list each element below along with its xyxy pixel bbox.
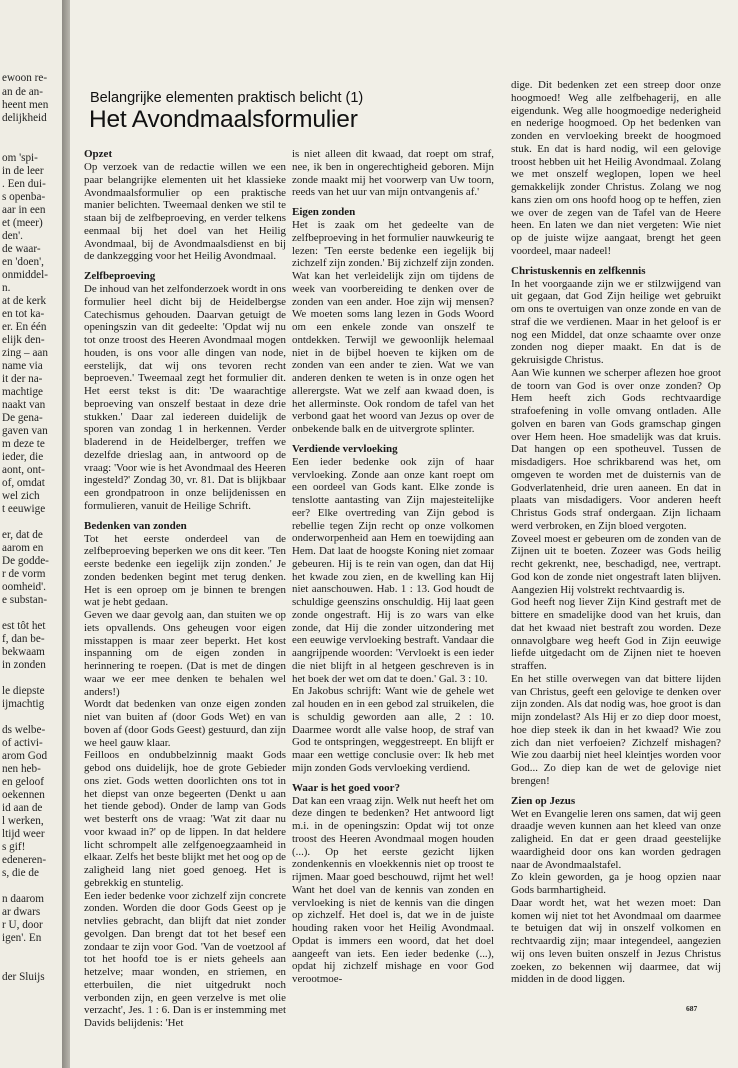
prev-page-fragment: machtige [2,386,44,398]
prev-page-fragment: edeneren- [2,854,47,866]
prev-page-fragment: aar in een [2,204,46,216]
prev-page-fragment: in zonden [2,659,46,671]
prev-page-fragment: n. [2,282,11,294]
paragraph: Feilloos en ondubbelzinnig maakt Gods gebod ons duidelijk, hoe de grote Gebieder ons ziet. Gods wetten doorlichten ons tot in het diepst van onze begeerten (Denkt u aan het tiende gebod). Onder de lamp van Gods wet besterft ons de vraag: 'Wat zit daar nu voor kwaad in?' op de lippen. In dat heldere licht schrompelt alle zelfgenoegzaamheid in elkaar. Zelfs het beste blijkt met het oog op de zaligheid lang niet goed genoeg. Het is gebrekkig en stuntelig. [84,749,286,889]
prev-page-fragment: et (meer) [2,217,43,229]
prev-page-fragment: s openba- [2,191,46,203]
paragraph: is niet alleen dit kwaad, dat roept om straf, nee, ik ben in ongerechtigheid geboren. Mijn zonde maakt mij het voorwerp van Uw toorn, reeds van het uur van mijn ontvangenis af.' [292,148,494,199]
paragraph: Het is zaak om het gedeelte van de zelfbeproeving in het formulier nauwkeurig te lezen: 'Ten eerste bedenke een iegelijk bij zichzelf zijn zonden.' Bij zichzelf zijn zonden. Wat kan het verleidelijk zijn om tijdens de week van voorbereiding te denken over de zonden van een ander. Hoe zijn wij mensen? We moeten soms lang lezen in Gods Woord om een enkele zonde van onszelf te ontdekken. Terwijl we gewoonlijk helemaal niet in de bijbel hoeven te kijken om de zonden van een ander te zien. Wat we van anderen denken te weten is in onze ogen het allerergste. Wat we zelf aan kwaad doen, is het allerminste. Ook rondom de tafel van het verbond gaat het woord van Jezus op over de onbekende balk en de uitvergrote splinter. [292,219,494,435]
paragraph: Geven we daar gevolg aan, dan stuiten we op iets opvallends. Ons geheugen voor eigen misstappen is maar zeer beperkt. Het kost inspanning om de eigen zonden in herinnering te roepen. (Dat is met de dingen waar we eer mee denken te behalen wel anders!) [84,609,286,698]
prev-page-fragment: at de kerk [2,295,47,307]
paragraph: Tot het eerste onderdeel van de zelfbeproeving beperken we ons dit keer. 'Ten eerste bedenke een iegelijk zijn zonden.' Je zonden bedenken begint met terug denken. Het is een oproep om je binnen te brengen wat je hebt gedaan. [84,532,286,609]
prev-page-fragment: aont, ont- [2,464,45,476]
paragraph: God heeft nog liever Zijn Kind gestraft met de bittere en smadelijke dood van het kruis, dan dat het kwaad niet bestraft zou worden. Deze onnavolgbare weg heeft God in Zijn eeuwige liefde uitgedacht om de Zijnen niet te hoeven straffen. [511,596,721,672]
section-heading: Opzet [84,148,113,160]
section-heading: Verdiende vervloeking [292,442,398,455]
prev-page-fragment: est tôt het [2,620,46,632]
previous-page-edge [0,0,62,1068]
prev-page-fragment: n daarom [2,893,44,905]
prev-page-fragment: name via [2,360,43,372]
prev-page-fragment: heent men [2,99,49,111]
article-title: Het Avondmaalsformulier [89,106,358,133]
prev-page-fragment: der Sluijs [2,971,45,983]
prev-page-fragment: ds welbe- [2,724,46,736]
prev-page-fragment: den'. [2,230,23,242]
text-column-2 [292,148,494,986]
prev-page-fragment: de waar- [2,243,41,255]
prev-page-fragment: it der na- [2,373,43,385]
paragraph: Daar wordt het, wat het wezen moet: Dan komen wij niet tot het Avondmaal om daarmee te betuigen dat wij in onszelf volkomen en rechtvaardig zijn; maar integendeel, aangezien wij ons leven buiten onszelf in Jezus Christus zoeken, zo bekennen wij daarmee, dat wij midden in de dood liggen. [511,896,721,986]
paragraph: Wordt dat bedenken van onze eigen zonden niet van buiten af (door Gods Wet) en van boven af (door Gods Geest) gestuurd, dan zijn we heel gauw klaar. [84,698,286,749]
paragraph: Wet en Evangelie leren ons samen, dat wij geen draadje weven kunnen aan het kleed van onze zaligheid. En dat er geen draad geestelijke waardigheid door ons kan worden gedragen naar de Avondmaalstafel. [511,807,721,871]
text-column-3 [511,79,721,986]
prev-page-fragment: zing – aan [2,347,48,359]
prev-page-fragment: en geloof [2,776,44,788]
prev-page-fragment: in de leer [2,165,44,177]
prev-page-fragment: of, omdat [2,477,45,489]
section-heading: Bedenken van zonden [84,519,187,532]
prev-page-fragment: r de vorm [2,568,46,580]
prev-page-fragment: De gena- [2,412,43,424]
text-column-1 [84,148,286,1030]
prev-page-fragment: r U, door [2,919,43,931]
prev-page-fragment: s gif! [2,841,26,853]
prev-page-fragment: f, dan be- [2,633,45,645]
prev-page-fragment: oekennen [2,789,45,801]
section-heading: Waar is het goed voor? [292,781,400,794]
section-heading: Eigen zonden [292,206,356,218]
prev-page-fragment: ewoon re- [2,72,48,84]
prev-page-fragment: en tot ka- [2,308,45,320]
prev-page-fragment: ar dwars [2,906,41,918]
prev-page-fragment: ltijd weer [2,828,45,840]
paragraph: In het voorgaande zijn we er stilzwijgend van uit gegaan, dat God Zijn heilige wet gebruikt om ons te overtuigen van onze zonde en van de straf die we verdienen. Maar in het geloof is er nog een Middel, dat onze schaamte over onze zonden nog dieper maakt. En dat is de gekruisigde Christus. [511,277,721,366]
page-gutter [62,0,70,1068]
article-subtitle: Belangrijke elementen praktisch belicht (1) [90,90,364,106]
paragraph: Zo klein geworden, ga je hoog opzien naar Gods barmhartigheid. [511,871,721,896]
prev-page-fragment: ieder, die [2,451,44,463]
paragraph: Een ieder bedenke ook zijn of haar vervloeking. Zonde aan onze kant roept om een oordeel van Gods kant. Elke zonde is tenslotte aantasting van Zijn majesteitelijke eer? Elke overtreding van Zijn gebod is rebellie tegen Zijn recht op onze volkomen onderworpenheid aan Hem en toewijding aan Hem. Dat laat de hoogste Koning niet zomaar gebeuren. Hij is te rein van ogen, dan dat Hij het kwade zou zien, en de kwelling kan Hij niet aanschouwen. Hab. 1 : 13. God houdt de schuldige geenszins onschuldig. Hij laat geen zonde ongestraft. Hij is zo wars van elke zonde, dat Hij die zonder uitzondering met een eeuwige vervloeking bestraft. Vandaar die aangrijpende woorden: 'Vervloekt is een ieder die niet blijft in al hetgeen geschreven is in het boek der wet om dat te doen.' Gal. 3 : 10. [292,455,494,685]
page [70,0,738,1068]
prev-page-fragment: delijkheid [2,112,47,124]
paragraph: En het stille overwegen van dat bittere lijden van Christus, geeft een gelovige te denken over zijn zonden. Als dat nodig was, hoe groot is dan mijn zondelast? Als Hij er zo diep door moest, hoe diep steek ik dan in het kwaad? Wie zou zich dan niet verfoeien? Zichzelf mishagen? Wie zou daarbij niet heel kleintjes worden voor God... Zo diep kan de wet de gelovige niet brengen! [511,672,721,787]
prev-page-fragment: an de an- [2,86,43,98]
prev-page-fragment: l werken, [2,815,44,827]
prev-page-fragment: naakt van [2,399,46,411]
prev-page-fragment: oomheid'. [2,581,46,593]
paragraph: Zoveel moest er gebeuren om de zonden van de Zijnen uit te boeten. Zozeer was Gods heilig recht gekrenkt, nee, beschadigd, nee, vertrapt. God kon de zonde niet ongestraft laten blijven. Aangezien Hij volstrekt rechtvaardig is. [511,532,721,596]
paragraph: Aan Wie kunnen we scherper aflezen hoe groot de toorn van God is over onze zonden? Op Hem heeft zich Gods rechtvaardige strafoefening in volle omvang ontladen. Alle golven en baren van Gods gramschap gingen over Hem heen. Hoe smadelijk was dat kruis. Dat hangen op een spotheuvel. Tussen de misdadigers. Hoe schrikbarend was het, om omgeven te worden met de duisternis van de Godverlatenheid, drie uren aaneen. En dat in plaats van misdadigers. Voor anderen heeft Christus Gods straf ondergaan. Zijn lichaam werd verbroken, en Zijn bloed vergoten. [511,366,721,532]
prev-page-fragment: er, dat de [2,529,43,541]
prev-page-fragment: en 'doen', [2,256,44,268]
prev-page-fragment: wel zich [2,490,40,502]
section-heading: Zien op Jezus [511,794,576,807]
prev-page-fragment: om 'spi- [2,152,38,164]
prev-page-fragment: s, die de [2,867,39,879]
prev-page-fragment: bekwaam [2,646,45,658]
prev-page-fragment: le diepste [2,685,45,697]
prev-page-fragment: er. En één [2,321,47,333]
prev-page-fragment: t eeuwige [2,503,46,515]
section-heading: Zelfbeproeving [84,270,156,282]
prev-page-fragment: of activi- [2,737,43,749]
prev-page-fragment: e substan- [2,594,48,606]
prev-page-fragment: De godde- [2,555,49,567]
paragraph: Een ieder bedenke voor zichzelf zijn concrete zonden. Worden die door Gods Geest op je netvlies gebracht, dan blijft dat niet zonder gevolgen. Dan brengt dat tot het besef een zondaar te zijn voor God. 'Van de voetzool af tot het hoofd toe is er niets geheels aan hetzelve; maar wonden, en striemen, en etterbuilen, die niet uitgedrukt noch verbonden zijn, en geen verzelve is met olie verzacht', Jes. 1 : 6. Dan is er instemming met Davids belijdenis: 'Het [84,889,286,1029]
prev-page-fragment: onmiddel- [2,269,48,281]
paragraph: En Jakobus schrijft: Want wie de gehele wet zal houden en in een gebod zal struikelen, die is schuldig geworden aan alle, 2 : 10. Daarmee wordt alle valse hoop, de straf van God te ontspringen, weggestreept. En blijft er maar een wettige conclusie over: Ik heb met mijn zonden Gods vervloeking verdiend. [292,685,494,774]
prev-page-fragment: nen heb- [2,763,41,775]
prev-page-fragment: m deze te [2,438,45,450]
prev-page-fragment: arom God [2,750,48,762]
prev-page-fragment: aarom en [2,542,44,554]
paragraph: Op verzoek van de redactie willen we een paar belangrijke elementen uit het klassieke Avondmaalsformulier op een praktische manier belichten. Tweemaal denken we stil te staan bij de zelfbeproeving, en verder telkens eenmaal bij het doel van het Heilig Avondmaal, bij de Avondmaalsdienst en bij de dankzegging voor het Heilig Avondmaal. [84,161,286,263]
prev-page-fragment: elijk den- [2,334,45,346]
paragraph: De inhoud van het zelfonderzoek wordt in ons formulier heel dicht bij de Heidelbergse Catechismus gehouden. Daarvan getuigt de openingszin van dit gedeelte: 'Opdat wij nu tot onze troost des Heeren Avondmaal mogen houden, is ons voor alle dingen van node, eerstelijk, dat wij ons tevoren recht beproeven.' Tweemaal zegt het formulier dit. Het eerst tekst is dit: 'De waarachtige beproeving van onszelf bestaat in deze drie stukken.' Daar zal iedereen duidelijk de sporen van zondag 1 in herkennen. Verder bladerend in de Heidelberger, treffen we dezelfde drieslag aan, in antwoord op de vraag: 'Voor wie is het Avondmaal des Heeren ingesteld?' Zondag 30, vr. 81. Dat is blijkbaar een grondpatroon in onze belijdenissen en formulieren, vanuit de Heilige Schrift. [84,283,286,512]
section-heading: Christuskennis en zelfkennis [511,264,646,277]
prev-page-fragment: id aan de [2,802,43,814]
paragraph: Dat kan een vraag zijn. Welk nut heeft het om deze dingen te bedenken? Het antwoord ligt m.i. in de openingszin: Opdat wij tot onze troost des Heeren Avondmaal mogen houden (...). Op het eerste gezicht lijken zondenkennis en vloekkennis niet op troost te rijmen. Maar goed beschouwd, rijmt het wel! Want het doel van de kennis van zonden en vervloeking is niet de kennis van die dingen op zichzelf. Het doel is, dat we in de juiste houding raken voor het Heilig Avondmaal. Opdat is immers een woord, dat het doel aangeeft van iets. Een ieder bedenke (...), opdat hij zichzelf mishage en voor God verootmoe- [292,794,494,985]
prev-page-fragment: igen'. En [2,932,42,944]
paragraph: dige. Dit bedenken zet een streep door onze hoogmoed! Weg alle zelfbehagerij, en alle eigendunk. Weg alle hoogmoedige nederigheid en nederige hoogmoed. Op het bedenken van zonden en vervloeking breekt de hoogmoed stuk. En dat is hard nodig, wil een gelovige troost hebben uit het Heilig Avondmaal. Zolang we met onszelf weglopen, lopen we heel gemakkelijk zonder Christus. Zolang we nog kans zien om ons hoofd hoog op te heffen, zien we over de zegen van de Tafel van de Heere heen. En laten we dan niet vergeten: Wie niet op de juiste wijze aangaat, brengt het geen voordeel, maar nadeel! [511,79,721,257]
page-number: 687 [686,1004,698,1013]
prev-page-fragment: gaven van [2,425,48,437]
prev-page-fragment: . Een dui- [2,178,46,190]
prev-page-fragment: ijmachtig [2,698,45,710]
